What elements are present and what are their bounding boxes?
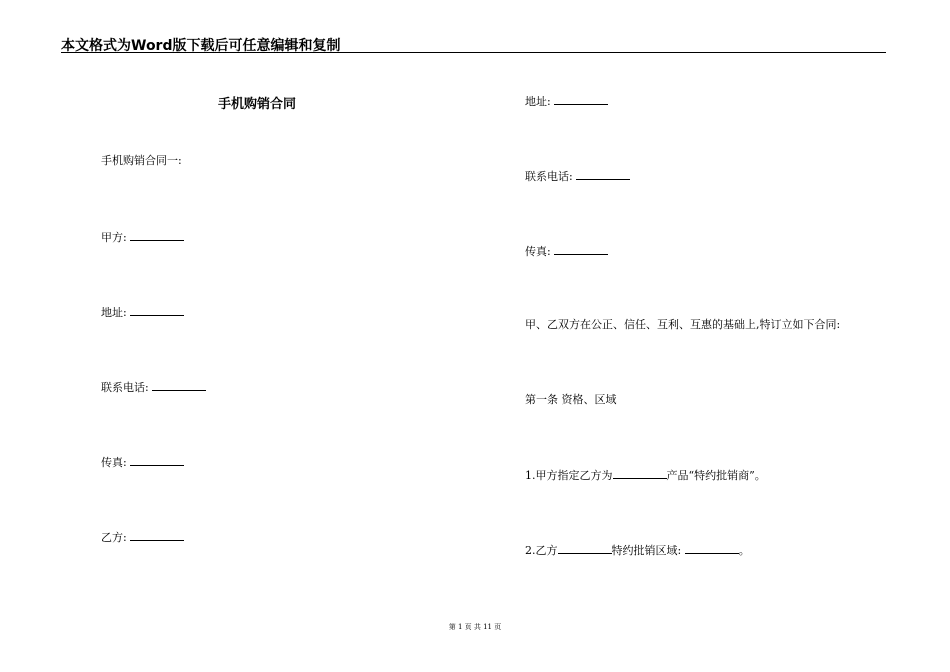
party-b-label: 乙方: [101, 531, 127, 544]
clause-1-suffix: 产品“特约批销商”。 [666, 469, 766, 482]
address-label-b: 地址: [525, 95, 551, 108]
address-label: 地址: [101, 306, 127, 319]
clause-1 [525, 467, 766, 483]
document-title: 手机购销合同 [218, 97, 297, 112]
left-line-address [101, 304, 184, 320]
phone-blank-b [576, 168, 630, 180]
article-1-heading: 第一条 资格、区域 [525, 393, 617, 406]
left-line-phone [101, 379, 206, 395]
phone-label: 联系电话: [101, 381, 149, 394]
right-line-phone [525, 168, 630, 184]
address-blank [130, 304, 184, 316]
phone-blank [152, 379, 206, 391]
clause-1-blank [613, 467, 667, 479]
right-line-fax [525, 243, 608, 259]
fax-blank-b [554, 243, 608, 255]
left-line-party-b [101, 529, 184, 545]
party-a-blank [130, 229, 184, 241]
fax-label: 传真: [101, 456, 127, 469]
left-line-fax [101, 454, 184, 470]
preamble-text: 甲、乙双方在公正、信任、互利、互惠的基础上,特订立如下合同: [525, 318, 841, 331]
phone-label-b: 联系电话: [525, 170, 573, 183]
document-header-text: 本文格式为Word版下载后可任意编辑和复制 [61, 38, 341, 54]
right-line-preamble [525, 318, 840, 332]
fax-blank [130, 454, 184, 466]
page-number: 第 1 页 共 11 页 [448, 623, 502, 631]
party-a-label: 甲方: [101, 231, 127, 244]
clause-2-prefix: 2.乙方 [525, 544, 558, 557]
fax-label-b: 传真: [525, 245, 551, 258]
clause-1-prefix: 1.甲方指定乙方为 [525, 469, 613, 482]
left-line-party-a [101, 229, 184, 245]
party-b-blank [130, 529, 184, 541]
right-line-article-1 [525, 393, 617, 407]
left-line-intro [101, 154, 182, 168]
clause-2-middle: 特约批销区域: [611, 544, 682, 557]
clause-2-blank-2 [685, 542, 739, 554]
clause-2 [525, 542, 750, 558]
address-blank-b [554, 93, 608, 105]
intro-label: 手机购销合同一: [101, 154, 182, 167]
clause-2-suffix: 。 [738, 544, 750, 557]
header-divider [61, 52, 886, 53]
right-line-address [525, 93, 608, 109]
clause-2-blank-1 [558, 542, 612, 554]
